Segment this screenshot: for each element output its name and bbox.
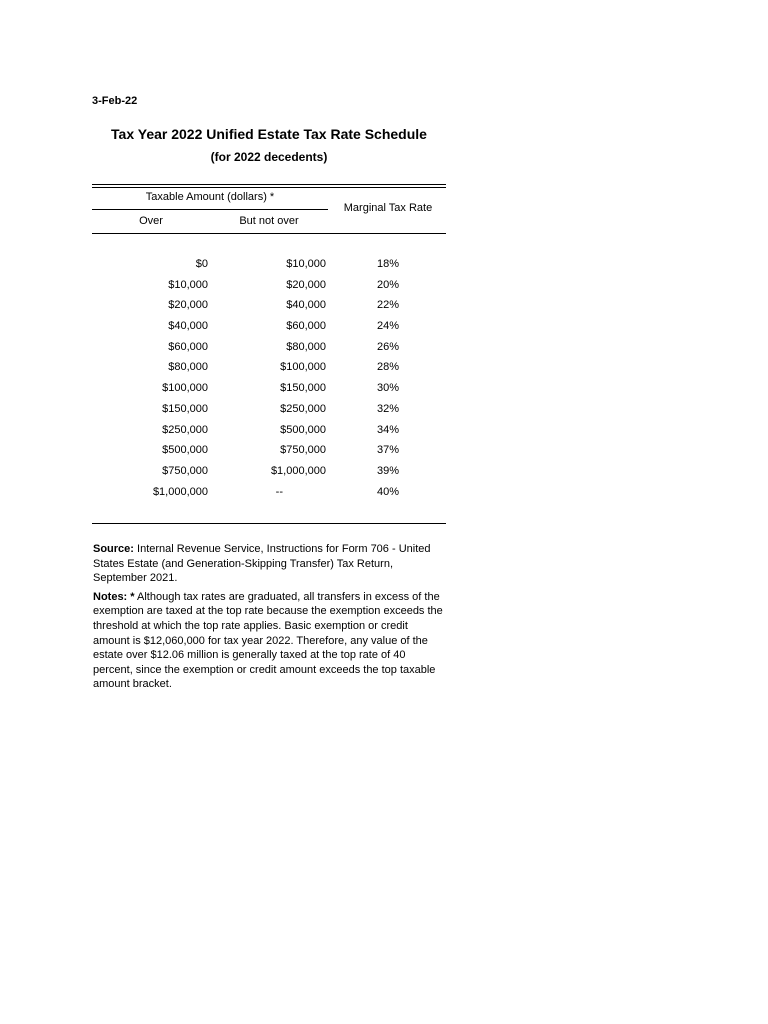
table-bottom-rule — [92, 523, 446, 524]
over-cell: $500,000 — [162, 444, 208, 457]
not-over-cell: $20,000 — [286, 278, 326, 291]
rate-table-body — [92, 256, 446, 504]
not-over-column-header: But not over — [239, 215, 299, 227]
over-cell: $60,000 — [168, 340, 208, 353]
notes-note — [93, 590, 445, 692]
taxable-amount-header: Taxable Amount (dollars) * — [145, 191, 275, 203]
table-row — [92, 256, 446, 277]
rate-cell: 28% — [377, 361, 400, 374]
date-label: 3-Feb-22 — [92, 95, 138, 107]
source-label: Source: — [93, 543, 134, 555]
table-row — [92, 422, 446, 443]
rate-cell: 20% — [377, 278, 400, 291]
rate-cell: 18% — [377, 258, 400, 270]
table-row — [92, 297, 446, 318]
page-subtitle: (for 2022 decedents) — [210, 150, 328, 164]
table-top-rule — [92, 184, 446, 185]
rate-cell: 37% — [377, 444, 400, 457]
rate-cell: 26% — [377, 340, 400, 353]
table-row — [92, 318, 446, 339]
rate-cell: 30% — [377, 382, 400, 395]
table-row — [92, 339, 446, 360]
table-row — [92, 463, 446, 484]
not-over-cell: $60,000 — [286, 320, 326, 333]
over-cell: $150,000 — [162, 402, 208, 415]
table-row — [92, 484, 446, 505]
not-over-cell: $750,000 — [280, 444, 326, 457]
not-over-cell: $1,000,000 — [270, 464, 326, 477]
over-cell: $80,000 — [168, 361, 208, 374]
rate-cell: 32% — [377, 402, 400, 415]
not-over-cell: $40,000 — [286, 299, 326, 312]
table-header-bottom-rule — [92, 233, 446, 234]
over-cell: $0 — [195, 258, 208, 270]
rate-cell: 40% — [377, 485, 400, 498]
rate-cell: 39% — [377, 464, 400, 477]
not-over-cell: $80,000 — [286, 340, 326, 353]
table-row — [92, 359, 446, 380]
page-title: Tax Year 2022 Unified Estate Tax Rate Schedule — [111, 126, 427, 142]
over-cell: $750,000 — [162, 464, 208, 477]
over-cell: $40,000 — [168, 320, 208, 333]
taxable-amount-rule — [92, 209, 328, 210]
not-over-cell: $150,000 — [280, 382, 326, 395]
rate-cell: 24% — [377, 320, 400, 333]
over-cell: $10,000 — [168, 278, 208, 291]
not-over-cell: $250,000 — [280, 402, 326, 415]
not-over-cell: $100,000 — [280, 361, 326, 374]
table-top-rule-double — [92, 187, 446, 188]
not-over-cell: $10,000 — [286, 258, 326, 270]
rate-cell: 34% — [377, 423, 400, 436]
notes-label: Notes: * — [93, 590, 135, 603]
table-row — [92, 442, 446, 463]
table-row — [92, 380, 446, 401]
rate-cell: 22% — [377, 299, 400, 312]
notes-text: Although tax rates are graduated, all transfers in excess of the exemption are taxed at the top rate because the exemption exceeds the threshold at which the top rate applies. Basic exemption or credit amount is $12,060,000 for tax year 2022. Therefore, any value of the estate over $12.06 million is generally taxed at the top rate of 40 percent, since the exemption or credit amount exceeds the top taxable amount bracket. — [93, 590, 443, 691]
not-over-cell: $500,000 — [280, 423, 326, 436]
marginal-rate-column-header: Marginal Tax Rate — [343, 202, 433, 214]
table-row — [92, 277, 446, 298]
table-row — [92, 401, 446, 422]
over-cell: $20,000 — [168, 299, 208, 312]
over-cell: $250,000 — [162, 423, 208, 436]
source-note — [93, 542, 445, 586]
over-column-header: Over — [139, 215, 163, 227]
source-text: Internal Revenue Service, Instructions for Form 706 - United States Estate (and Generation-Skipping Transfer) Tax Return, September 2021. — [93, 543, 431, 585]
footnotes — [93, 542, 445, 696]
over-cell: $100,000 — [162, 382, 208, 395]
not-over-cell: -- — [275, 485, 283, 498]
over-cell: $1,000,000 — [152, 485, 208, 498]
